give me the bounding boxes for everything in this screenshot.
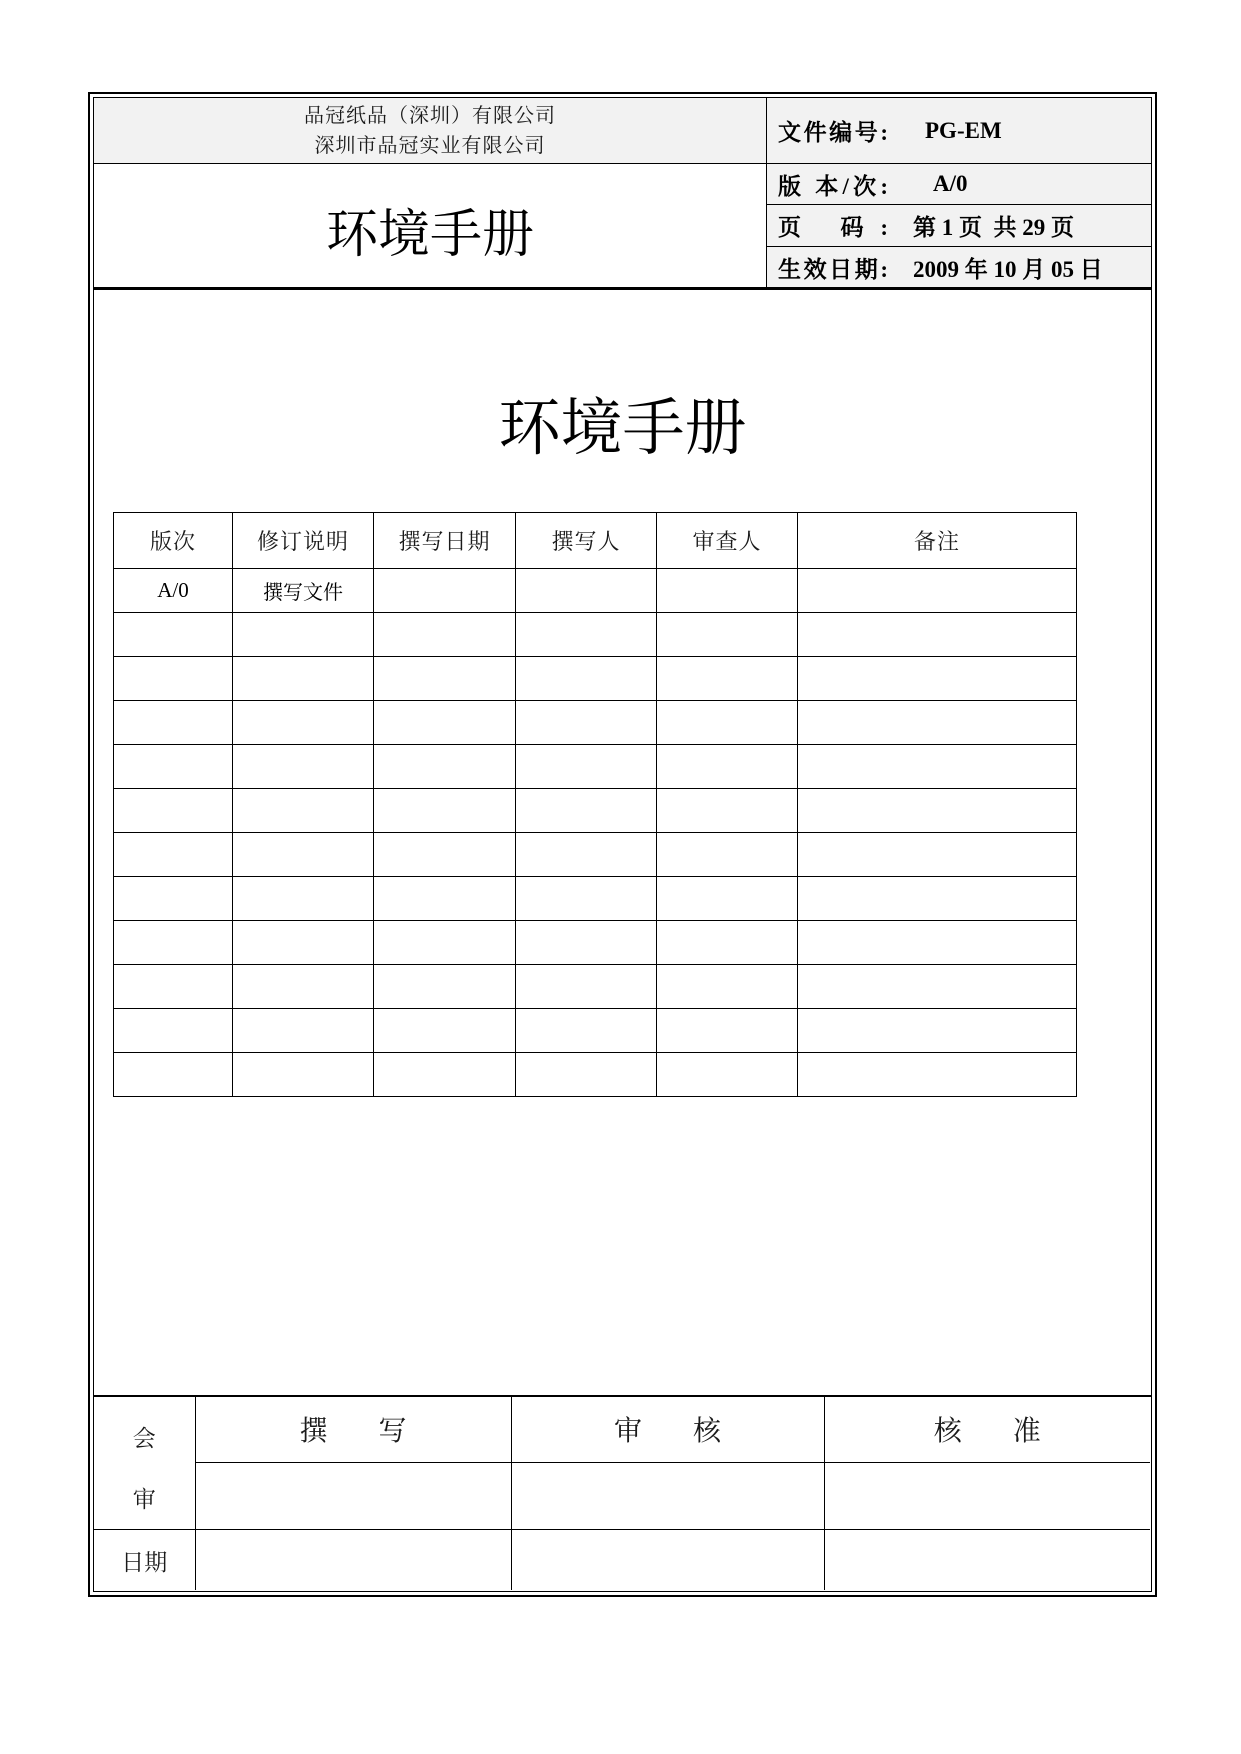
revision-table-cell: [516, 569, 657, 613]
revision-table-cell: [798, 1053, 1077, 1097]
revision-table-row: [114, 877, 1077, 921]
header-writer: 撰写人: [516, 513, 657, 569]
revision-table-cell: [233, 701, 374, 745]
revision-table-cell: [114, 921, 233, 965]
effective-date-row: [767, 247, 1151, 287]
revision-table-cell: [114, 613, 233, 657]
revision-table-row: [114, 833, 1077, 877]
revision-table-cell: [233, 1009, 374, 1053]
header-write-date: 撰写日期: [374, 513, 516, 569]
header-title: 环境手册: [94, 164, 767, 288]
revision-table-cell: [657, 701, 798, 745]
revision-table-cell: [374, 701, 516, 745]
revision-table-row: [114, 965, 1077, 1009]
inner-border: [93, 97, 1152, 1592]
revision-table-cell: [657, 965, 798, 1009]
signoff-header-review: 审 核: [511, 1396, 824, 1463]
revision-table-cell: [114, 1009, 233, 1053]
version-label: 版 本/次:: [778, 173, 888, 199]
revision-table-cell: [798, 745, 1077, 789]
revision-table-cell: [114, 657, 233, 701]
revision-table-cell: [374, 745, 516, 789]
signoff-signature-row: [94, 1463, 1150, 1530]
revision-table-cell: [114, 745, 233, 789]
revision-table-cell: A/0: [114, 569, 233, 613]
revision-table-cell: 撰写文件: [233, 569, 374, 613]
revision-table-cell: [798, 965, 1077, 1009]
revision-table-cell: [798, 921, 1077, 965]
doc-number-value: PG-EM: [925, 117, 1002, 143]
revision-table-body: [114, 569, 1077, 1097]
signoff-table: [94, 1396, 1150, 1590]
revision-table-row: [114, 1009, 1077, 1053]
signoff-date-label: 日期: [94, 1530, 195, 1591]
revision-table-cell: [798, 701, 1077, 745]
version-value: A/0: [933, 171, 968, 196]
revision-table-cell: [516, 921, 657, 965]
revision-table-cell: [657, 921, 798, 965]
company-name-1: 品冠纸品（深圳）有限公司: [304, 104, 556, 127]
revision-table-cell: [114, 789, 233, 833]
header-remarks: 备注: [798, 513, 1077, 569]
company-name-2: 深圳市品冠实业有限公司: [314, 134, 546, 157]
revision-table-cell: [798, 569, 1077, 613]
revision-table-cell: [374, 833, 516, 877]
signoff-review-date: [511, 1530, 824, 1591]
revision-table-cell: [516, 1053, 657, 1097]
revision-table-cell: [798, 1009, 1077, 1053]
revision-table: [113, 512, 1077, 1097]
revision-table-cell: [657, 877, 798, 921]
revision-table-cell: [233, 921, 374, 965]
revision-table-cell: [233, 833, 374, 877]
signoff-review-signature: [511, 1463, 824, 1530]
revision-table-cell: [657, 789, 798, 833]
effective-date-value: 2009 年 10 月 05 日: [913, 256, 1103, 282]
revision-table-cell: [516, 657, 657, 701]
signoff-writer-signature: [195, 1463, 511, 1530]
revision-table-cell: [374, 1053, 516, 1097]
revision-table-cell: [233, 789, 374, 833]
revision-table-cell: [657, 613, 798, 657]
revision-table-cell: [374, 613, 516, 657]
revision-table-cell: [516, 701, 657, 745]
revision-table-header-row: [114, 513, 1077, 569]
revision-table-cell: [657, 1053, 798, 1097]
revision-table-cell: [374, 921, 516, 965]
revision-table-cell: [798, 657, 1077, 701]
header-revision-note: 修订说明: [233, 513, 374, 569]
revision-table-row: [114, 1053, 1077, 1097]
revision-table-row: [114, 789, 1077, 833]
header-version: 版次: [114, 513, 233, 569]
countersign-label: [94, 1396, 195, 1530]
revision-table-cell: [374, 569, 516, 613]
revision-table-cell: [798, 877, 1077, 921]
revision-table-cell: [233, 613, 374, 657]
revision-table-cell: [233, 877, 374, 921]
page-number-label: 页 码:: [778, 215, 888, 240]
signoff-header-approve: 核 准: [824, 1396, 1150, 1463]
signoff-writer-date: [195, 1530, 511, 1591]
countersign-char-1: 会: [132, 1425, 156, 1451]
signoff-header-row: [94, 1396, 1150, 1463]
company-names: [94, 98, 767, 164]
revision-table-cell: [798, 833, 1077, 877]
effective-date-label: 生效日期:: [778, 256, 888, 282]
revision-table-cell: [516, 965, 657, 1009]
page-number-row: [767, 205, 1151, 247]
signoff-header-writer: 撰 写: [195, 1396, 511, 1463]
revision-table-cell: [233, 965, 374, 1009]
signoff-approve-signature: [824, 1463, 1150, 1530]
main-title: 环境手册: [498, 391, 747, 464]
revision-table-cell: [798, 613, 1077, 657]
revision-table-row: [114, 657, 1077, 701]
revision-table-row: [114, 569, 1077, 613]
revision-table-cell: [374, 789, 516, 833]
revision-table-cell: [233, 657, 374, 701]
header-divider: [94, 287, 1151, 290]
revision-table-cell: [374, 965, 516, 1009]
revision-table-cell: [374, 657, 516, 701]
signoff-date-row: [94, 1530, 1150, 1591]
revision-table-cell: [798, 789, 1077, 833]
signoff-approve-date: [824, 1530, 1150, 1591]
revision-table-cell: [516, 833, 657, 877]
revision-table-cell: [114, 965, 233, 1009]
revision-table-cell: [657, 745, 798, 789]
revision-table-row: [114, 745, 1077, 789]
revision-table-cell: [516, 877, 657, 921]
revision-table-cell: [657, 1009, 798, 1053]
revision-table-cell: [233, 745, 374, 789]
revision-table-cell: [657, 833, 798, 877]
revision-table-cell: [657, 569, 798, 613]
doc-number-label: 文件编号:: [778, 120, 888, 145]
countersign-char-2: 审: [132, 1486, 156, 1512]
page-number-value: 第 1 页 共 29 页: [913, 215, 1074, 240]
revision-table-cell: [114, 1053, 233, 1097]
revision-table-cell: [374, 1009, 516, 1053]
revision-table-cell: [114, 877, 233, 921]
revision-table-cell: [516, 1009, 657, 1053]
revision-table-cell: [516, 745, 657, 789]
revision-table-row: [114, 701, 1077, 745]
doc-number-row: [767, 98, 1151, 164]
header-reviewer: 审查人: [657, 513, 798, 569]
revision-table-cell: [114, 833, 233, 877]
revision-table-cell: [114, 701, 233, 745]
revision-table-cell: [516, 613, 657, 657]
revision-table-cell: [516, 789, 657, 833]
revision-table-row: [114, 613, 1077, 657]
revision-table-cell: [374, 877, 516, 921]
revision-table-row: [114, 921, 1077, 965]
version-row: [767, 164, 1151, 205]
revision-table-cell: [657, 657, 798, 701]
revision-table-cell: [233, 1053, 374, 1097]
